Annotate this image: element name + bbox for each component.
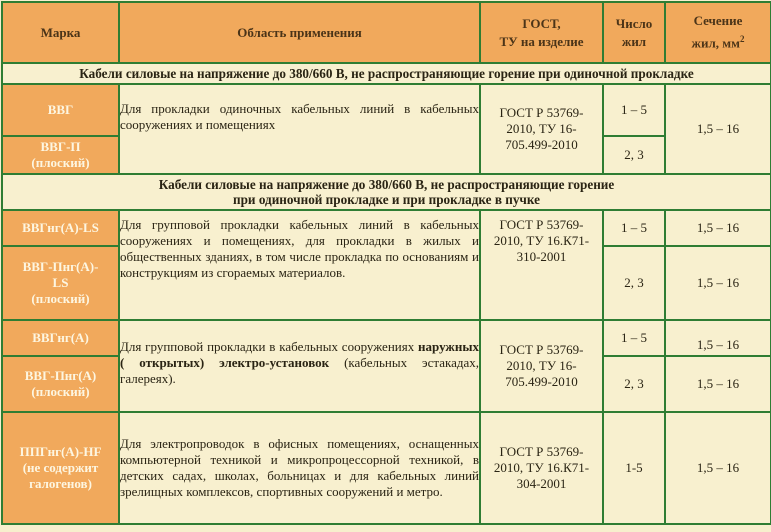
header-usage: Область применения (119, 2, 480, 63)
header-cores: Число жил (603, 2, 665, 63)
cores-cell: 2, 3 (603, 246, 665, 320)
mark-cell: ВВГнг(А)-LS (2, 210, 119, 246)
section-cell: 1,5 – 16 (665, 412, 771, 524)
mark-cell: ВВГ-Пнг(А) (плоский) (2, 356, 119, 412)
section-cell: 1,5 – 16 (665, 84, 771, 174)
header-row (2, 2, 771, 63)
gost-cell: ГОСТ Р 53769-2010, ТУ 16.К71-304-2001 (480, 412, 603, 524)
usage-emphasis: наружных ( открытых) электро-установок (120, 339, 479, 370)
header-gost: ГОСТ, ТУ на изделие (480, 2, 603, 63)
mark-cell: ВВГ-П (плоский) (2, 136, 119, 174)
table-row (2, 84, 771, 136)
usage-cell: Для групповой прокладки в кабельных сооружениях наружных ( открытых) электро-установок (кабельных эстакадах, галереях). (119, 320, 480, 412)
mark-cell: ВВГнг(А) (2, 320, 119, 356)
group-title-row (2, 174, 771, 210)
cores-cell: 2, 3 (603, 356, 665, 412)
usage-cell: Для прокладки одиночных кабельных линий в кабельных сооружениях и помещениях (119, 84, 480, 174)
group-title-row (2, 63, 771, 84)
cores-cell: 1-5 (603, 412, 665, 524)
section-cell: 1,5 – 16 (665, 320, 771, 356)
mark-cell: ВВГ-Пнг(А)- LS (плоский) (2, 246, 119, 320)
gost-cell: ГОСТ Р 53769-2010, ТУ 16-705.499-2010 (480, 84, 603, 174)
gost-cell: ГОСТ Р 53769-2010, ТУ 16-705.499-2010 (480, 320, 603, 412)
usage-cell: Для групповой прокладки кабельных линий в кабельных сооружениях и помещениях, для прокладки в жилых и общественных зданиях, в том числе прокладка по основаниям и конструкциям из сгораемых материалов. (119, 210, 480, 320)
table-row (2, 412, 771, 524)
mark-cell: ВВГ (2, 84, 119, 136)
cores-cell: 2, 3 (603, 136, 665, 174)
table-row (2, 210, 771, 246)
cores-cell: 1 – 5 (603, 210, 665, 246)
gost-cell: ГОСТ Р 53769-2010, ТУ 16.К71-310-2001 (480, 210, 603, 320)
group-title: Кабели силовые на напряжение до 380/660 В, не распространяющие горение при одиночной прокладке (2, 63, 771, 84)
usage-cell: Для электропроводок в офисных помещениях, оснащенных компьютерной техникой и микропроцессорной техникой, в детских садах, школах, больницах и для кабельных линий зрелищных комплексов, спортивных сооружений и метро. (119, 412, 480, 524)
cores-cell: 1 – 5 (603, 84, 665, 136)
header-section: Сечение жил, $мм^2$ (665, 2, 771, 63)
section-cell: 1,5 – 16 (665, 246, 771, 320)
cores-cell: 1 – 5 (603, 320, 665, 356)
cable-table (1, 1, 771, 525)
header-mark: Марка (2, 2, 119, 63)
mark-cell: ППГнг(А)-HF (не содержит галогенов) (2, 412, 119, 524)
section-cell: 1,5 – 16 (665, 356, 771, 412)
group-title: Кабели силовые на напряжение до 380/660 В, не распространяющие горение при одиночной прокладке и при прокладке в пучке (2, 174, 771, 210)
section-cell: 1,5 – 16 (665, 210, 771, 246)
table-row (2, 320, 771, 356)
